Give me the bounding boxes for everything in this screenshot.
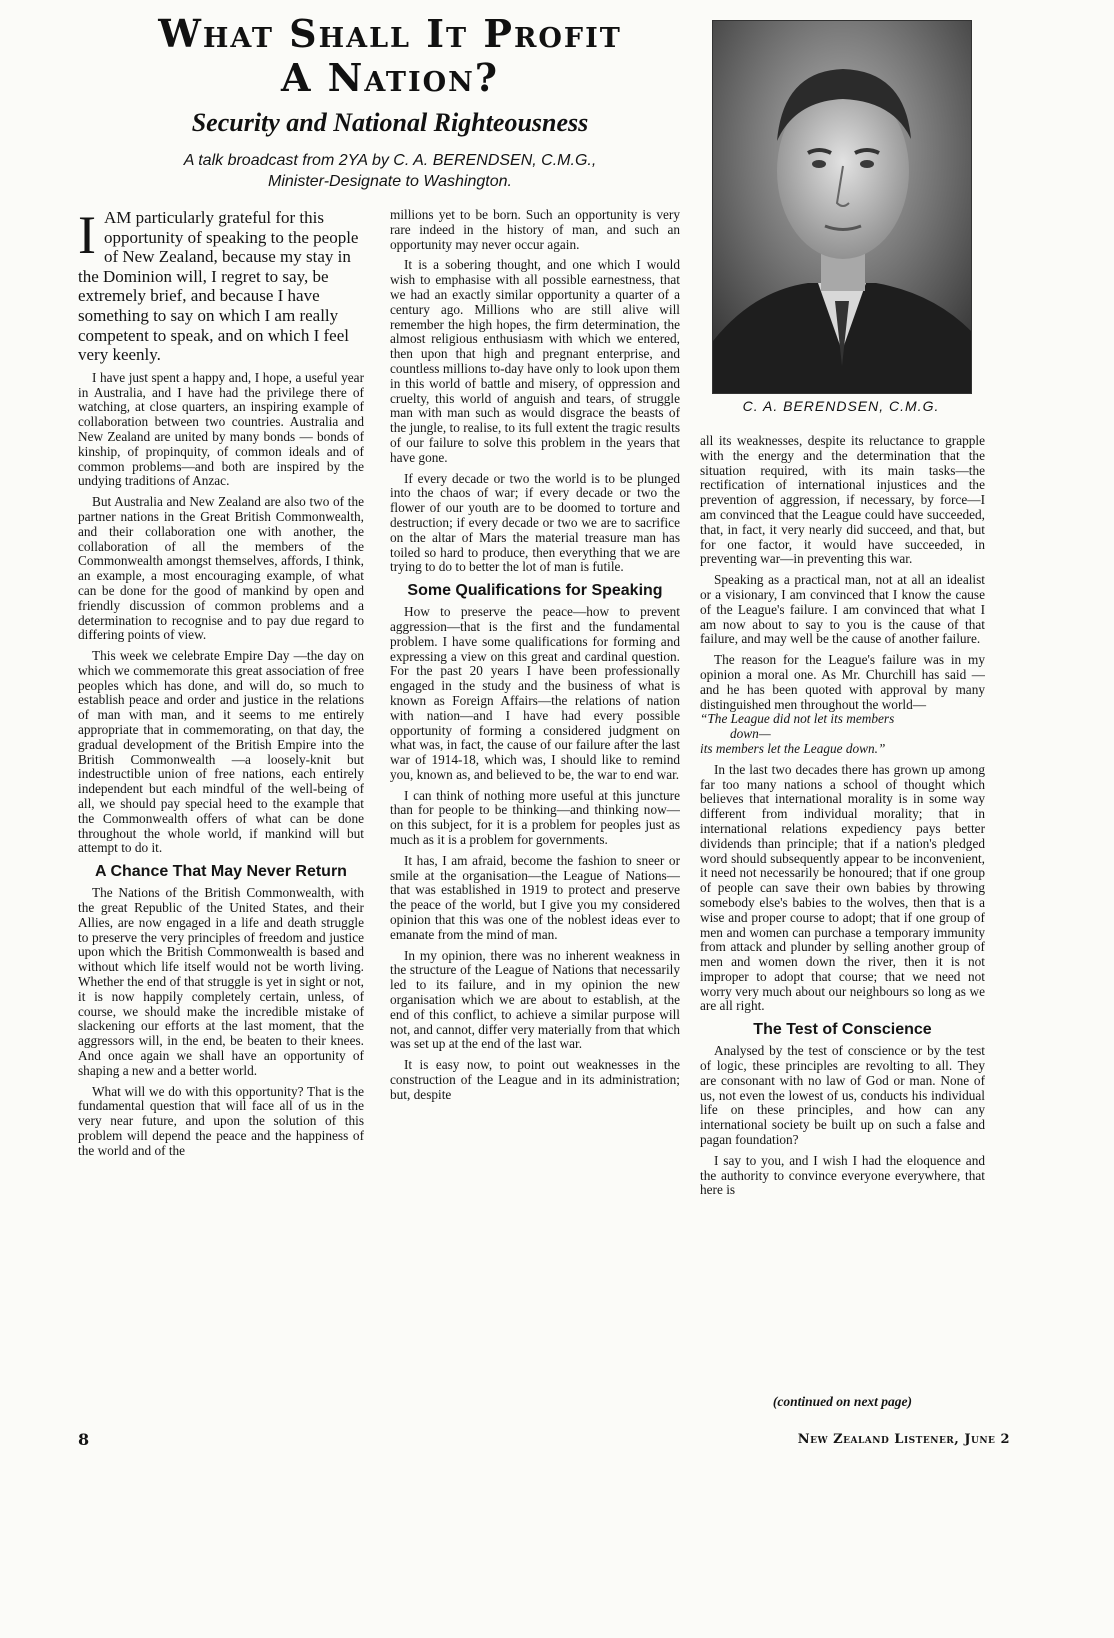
- lead-text: AM particularly grateful for this opportunity of speaking to the people of New Zealand, because my stay in the Dominion will, I regret to say, be extremely brief, and because I have something to say on which I am really competent to speak, and on which I feel very keenly.: [78, 208, 359, 365]
- byline-line-1: A talk broadcast from 2YA by C. A. BERENDSEN, C.M.G.,: [183, 152, 597, 169]
- paragraph: It has, I am afraid, become the fashion to sneer or smile at the organisation—the League of Nations—that was established in 1919 to protect and preserve the peace of the world, but I give you my considered opinion that this was one of the noblest ideas ever to emanate from the mind of man.: [390, 852, 680, 942]
- title-line-2: A Nation?: [280, 55, 500, 100]
- byline: [70, 150, 710, 192]
- quotation: its members let the League down.”: [700, 740, 886, 756]
- column-1: [78, 208, 364, 1423]
- paragraph: It is easy now, to point out weaknesses in the construction of the League and in its administration; but, despite: [390, 1057, 680, 1102]
- column-2: [390, 208, 680, 1423]
- paragraph: Speaking as a practical man, not at all an idealist or a visionary, I am convinced that I know the cause of the League's failure. I am convinced that what I am now about to say to you is the cause of that failure, and may well be the cause of another failure.: [700, 572, 985, 647]
- byline-line-2: Minister-Designate to Washington.: [268, 173, 512, 190]
- publication-footer: New Zealand Listener, June 2: [797, 1432, 1010, 1447]
- paragraph: all its weaknesses, despite its reluctance to grapple with the energy and the determination that the situation required, with its main tasks—the rectification of international injustices and the prevention of aggression, if necessary, by force—I am convinced that the League could have succeeded, that, in fact, it very nearly did succeed, and that, but for one factor, it would have succeeded, in preventing war—in preventing this war.: [700, 434, 985, 567]
- paragraph: millions yet to be born. Such an opportunity is very rare indeed in the history of man, and such an opportunity may never occur again.: [390, 208, 680, 252]
- paragraph: I can think of nothing more useful at this juncture than for people to be thinking—and thinking now—on this subject, for it is a problem for peoples just as much as it is a problem for governments.: [390, 787, 680, 848]
- title-line-1: What Shall It Profit: [158, 11, 622, 56]
- paragraph: Analysed by the test of conscience or by the test of logic, these principles are revolting to all. They are consonant with no law of God or man. None of us, not even the lowest of us, conducts his individual life on these principles, and how can any international society be built up on such a false and pagan foundation?: [700, 1043, 985, 1148]
- page-number: 8: [78, 1430, 90, 1449]
- portrait-photo: [712, 20, 972, 394]
- paragraph: In the last two decades there has grown up among far too many nations a school of thought which believes that international morality is in some way different from individual morality; that in international relations expediency pays better dividends than principle; that if a nation's pledged word should subsequently appear to be inconvenient, it need not necessarily be honoured; that if one group of people can save their own babies by throwing somebody else's babies to the wolves, then that is a wise and proper course to adopt; that if one group of men and women can purchase a temporary immunity from attack and plunder by selling another group of men and women down the river, then it is not improper to adopt that course; that we need not worry very much about our neighbours so long as we are all right.: [700, 761, 985, 1014]
- section-heading: Some Qualifications for Speaking: [407, 582, 663, 600]
- paragraph: It is a sobering thought, and one which I would wish to emphasise with all possible earnestness, that we had an exactly similar opportunity a quarter of a century ago. Millions who are still alive will remember the high hopes, the firm determination, the almost religious enthusiasm with which we entered, then upon that high and pregnant enterprise, and countless millions to-day have only to look upon them in this world of battle and misery, of oppression and cruelty, this world of anguish and tears, of struggle man with man such as would disgrace the beasts of the jungle, to realise, to its full extent the tragic results of our failure to solve this problem in the years that have gone.: [390, 257, 680, 465]
- paragraph: The reason for the League's failure was in my opinion a moral one. As Mr. Churchill has said — and he has been quoted with approval by many distinguished men throughout the world—: [700, 652, 985, 712]
- paragraph: What will we do with this opportunity? That is the fundamental question that will face all of us in the very near future, and upon the solution of this problem will depend the peace and the happiness of the world and of the: [78, 1083, 364, 1158]
- paragraph: But Australia and New Zealand are also two of the partner nations in the Great British Commonwealth, and their collaboration one with another, the collaboration of all the members of the Commonwealth amongst themselves, affords, I think, an example, a most encouraging example, of what can be done for the good of mankind by open and friendly discussion of common problems and a determination to recognise and to pay due regard to differing points of view.: [78, 494, 364, 643]
- paragraph: If every decade or two the world is to be plunged into the chaos of war; if every decade or two the flower of our youth are to be doomed to torture and destruction; if every decade or two we are to sacrifice on the altar of Mars the material treasure man has toiled so hard to produce, then everything that we are trying to do to better the lot of man is futile.: [390, 470, 680, 575]
- column-3: [700, 434, 985, 1434]
- section-heading: The Test of Conscience: [753, 1021, 932, 1039]
- quotation: down—: [730, 726, 771, 742]
- article-subtitle: Security and National Righteousness: [191, 108, 589, 137]
- section-heading: A Chance That May Never Return: [95, 863, 347, 881]
- photo-caption: C. A. BERENDSEN, C.M.G.: [742, 398, 940, 414]
- paragraph: In my opinion, there was no inherent weakness in the structure of the League of Nations that necessarily led to its failure, and in my opinion the new organisation which we are about to establish, at the end of this conflict, to achieve a similar purpose will not, and cannot, differ very materially from that which was set up at the end of the last war.: [390, 947, 680, 1052]
- paragraph: How to preserve the peace—how to prevent aggression—that is the first and the fundamental problem. I have some qualifications for forming and expressing a view on this great and cardinal question. For the past 20 years I have been professionally engaged in the study and the business of what is known as Foreign Affairs—the relations of nation with nation—and I have had every possible opportunity of forming a considered judgment on what was, in fact, the cause of our failure after the last war of 1914-18, which was, I should like to remind you, known as, and believed to be, the war to end war.: [390, 604, 680, 782]
- paragraph: I say to you, and I wish I had the eloquence and the authority to convince everyone everywhere, that here is: [700, 1152, 985, 1198]
- article-title: [70, 12, 710, 100]
- quotation: “The League did not let its members: [700, 711, 895, 727]
- paragraph: I have just spent a happy and, I hope, a useful year in Australia, and I have had the privilege there of watching, at close quarters, an inspiring example of collaboration between two countries. Australia and New Zealand are united by many bonds — bonds of kinship, of propinquity, of common ideals and of common problems—and both are inspired by the undying traditions of Anzac.: [78, 369, 364, 489]
- lead-paragraph: [78, 208, 364, 365]
- paragraph: This week we celebrate Empire Day —the day on which we commemorate this great association of free peoples which has done, and will do, so much to establish peace and order and justice in the relations of man with man, and it seems to me entirely appropriate that in commemorating, on that day, the gradual development of the British Empire into the British Commonwealth —a loosely-knit but indestructible union of free nations, each entirely independent but each mindful of the well-being of all, we should pay special heed to the example that the Commonwealth offers of what can be done throughout the whole world, if mankind will but attempt to do it.: [78, 648, 364, 856]
- portrait-illustration: [713, 21, 971, 393]
- drop-cap: I: [78, 208, 96, 265]
- continued-note: (continued on next page): [772, 1394, 913, 1409]
- paragraph: The Nations of the British Commonwealth, with the great Republic of the United States, and their Allies, are now engaged in a life and death struggle to preserve the very principles of freedom and justice upon which the British Commonwealth is based and without which life itself would not be worth living. Whether the end of that struggle is yet in sight or not, it is now happily completely certain, unless, of course, we should make the incredible mistake of slackening our efforts at the last moment, that the aggressors will, in the end, be beaten to their knees. And once again we shall have an opportunity of shaping a new and a better world.: [78, 885, 364, 1078]
